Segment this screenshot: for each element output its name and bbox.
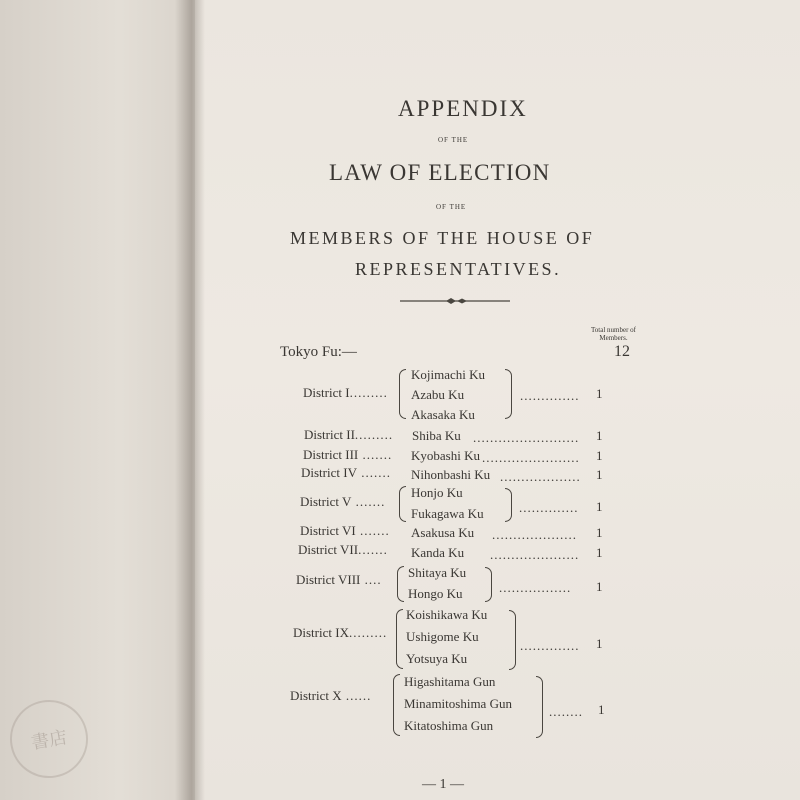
ward-name: Akasaka Ku bbox=[411, 407, 475, 422]
district-label: District VI ....... bbox=[300, 523, 390, 538]
left-brace bbox=[397, 566, 404, 602]
district-label: District IX......... bbox=[293, 625, 388, 640]
ward-name: Honjo Ku bbox=[411, 485, 463, 500]
column-header bbox=[591, 326, 636, 342]
district-label: District I......... bbox=[303, 385, 388, 400]
ward-name: Kitatoshima Gun bbox=[404, 718, 494, 733]
left-brace bbox=[399, 486, 406, 522]
prefecture-name: Tokyo Fu:— bbox=[280, 344, 357, 360]
member-count: 1 bbox=[596, 386, 603, 401]
leader-dots: ....................... bbox=[482, 450, 580, 465]
leader-dots: ..................... bbox=[490, 547, 580, 562]
ward-name: Kanda Ku bbox=[411, 545, 465, 560]
ward-name: Hongo Ku bbox=[408, 586, 463, 601]
ward-name: Nihonbashi Ku bbox=[411, 467, 491, 482]
ward-name: Kyobashi Ku bbox=[411, 448, 480, 463]
stamp-text: 書店 bbox=[29, 727, 69, 753]
district-label: District VIII .... bbox=[296, 572, 382, 587]
district-label: District III ....... bbox=[303, 447, 393, 462]
heading-members-line: MEMBERS OF THE HOUSE OF bbox=[290, 228, 595, 248]
right-brace bbox=[505, 488, 512, 522]
ward-name: Koishikawa Ku bbox=[406, 607, 488, 622]
district-label: District IV ....... bbox=[301, 465, 391, 480]
ward-name: Ushigome Ku bbox=[406, 629, 479, 644]
right-brace bbox=[536, 676, 543, 738]
ward-name: Asakusa Ku bbox=[411, 525, 475, 540]
left-brace bbox=[396, 609, 403, 669]
prefecture-total: 12 bbox=[614, 343, 630, 360]
member-count: 1 bbox=[596, 499, 603, 514]
right-brace bbox=[505, 369, 512, 419]
member-count: 1 bbox=[596, 428, 603, 443]
ward-name: Higashitama Gun bbox=[404, 674, 496, 689]
leader-dots: .............. bbox=[520, 388, 580, 403]
leader-dots: ................... bbox=[500, 469, 581, 484]
member-count: 1 bbox=[596, 525, 603, 540]
ornament-rule bbox=[400, 297, 510, 305]
ward-name: Yotsuya Ku bbox=[406, 651, 468, 666]
heading-of-the-2: OF THE bbox=[436, 203, 467, 211]
column-header-line-2: Members. bbox=[599, 334, 628, 342]
member-count: 1 bbox=[596, 579, 603, 594]
heading-law-of-election: LAW OF ELECTION bbox=[329, 160, 551, 185]
leader-dots: .................... bbox=[492, 527, 577, 542]
heading-representatives: REPRESENTATIVES. bbox=[355, 259, 562, 279]
left-brace bbox=[399, 369, 406, 419]
member-count: 1 bbox=[596, 448, 603, 463]
leader-dots: .............. bbox=[519, 500, 579, 515]
district-label: District X ...... bbox=[290, 688, 372, 703]
leader-dots: ........ bbox=[549, 704, 583, 719]
member-count: 1 bbox=[598, 702, 605, 717]
district-label: District VII....... bbox=[298, 542, 388, 557]
book-gutter bbox=[175, 0, 205, 800]
member-count: 1 bbox=[596, 467, 603, 482]
right-brace bbox=[485, 567, 492, 602]
leader-dots: ................. bbox=[499, 580, 572, 595]
ward-name: Minamitoshima Gun bbox=[404, 696, 512, 711]
ward-name: Azabu Ku bbox=[411, 387, 465, 402]
left-page bbox=[0, 0, 200, 800]
column-header-line-1: Total number of bbox=[591, 326, 636, 334]
page-number: — 1 — bbox=[422, 777, 464, 792]
heading-of-the-1: OF THE bbox=[438, 136, 469, 144]
ward-name: Shitaya Ku bbox=[408, 565, 467, 580]
heading-appendix: APPENDIX bbox=[398, 96, 528, 121]
district-label: District V ....... bbox=[300, 494, 386, 509]
leader-dots: .............. bbox=[520, 638, 580, 653]
ward-name: Fukagawa Ku bbox=[411, 506, 484, 521]
leader-dots: ......................... bbox=[473, 430, 580, 445]
left-brace bbox=[393, 674, 400, 736]
ward-name: Kojimachi Ku bbox=[411, 367, 486, 382]
member-count: 1 bbox=[596, 636, 603, 651]
member-count: 1 bbox=[596, 545, 603, 560]
right-brace bbox=[509, 610, 516, 670]
ward-name: Shiba Ku bbox=[412, 428, 461, 443]
district-label: District II......... bbox=[304, 427, 394, 442]
